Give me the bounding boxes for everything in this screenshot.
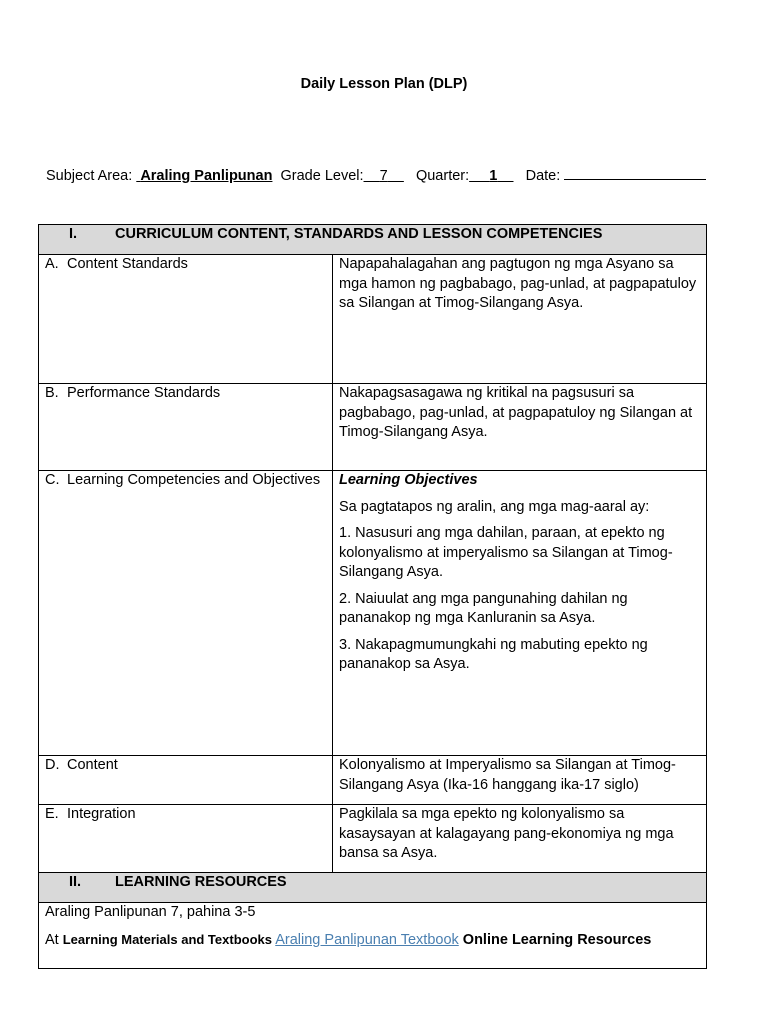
- row-text: Kolonyalismo at Imperyalismo sa Silangan at Timog-Silangang Asya (Ika-16 hanggang ika-17 siglo): [339, 757, 676, 793]
- row-label: Learning Competencies and Objectives: [67, 472, 321, 488]
- textbook-link[interactable]: Araling Panlipunan Textbook: [275, 931, 459, 948]
- row-label: Content Standards: [67, 256, 188, 272]
- subject-value: Araling Panlipunan: [140, 168, 273, 184]
- quarter-value: 1: [489, 168, 498, 184]
- resource-line1: Araling Panlipunan 7, pahina 3-5: [45, 904, 256, 920]
- row-content-standards: [39, 255, 707, 384]
- section2-number: II.: [69, 874, 82, 890]
- section1-number: I.: [69, 226, 78, 242]
- section1-header: [39, 225, 707, 255]
- section2-header: [39, 873, 707, 903]
- objective-item: 1. Nasusuri ang mga dahilan, paraan, at epekto ng kolonyalismo at imperyalismo sa Silangan at Timog-Silangang Asya.: [339, 525, 673, 580]
- objectives-heading: Learning Objectives: [339, 472, 478, 488]
- section1-title: CURRICULUM CONTENT, STANDARDS AND LESSON COMPETENCIES: [115, 226, 603, 242]
- row-text: Pagkilala sa mga epekto ng kolonyalismo sa kasaysayan at kalagayang pang-ekonomiya ng mga bansa sa Asya.: [339, 806, 674, 861]
- row-text: Nakapagsasagawa ng kritikal na pagsusuri sa pagbabago, pag-unlad, at pagpapatuloy ng Silangan at Timog-Silangang Asya.: [339, 385, 693, 440]
- quarter-label: Quarter:: [415, 168, 470, 184]
- date-blank: [564, 165, 706, 180]
- resource-online: Online Learning Resources: [462, 931, 652, 948]
- resource-prefix: At: [45, 931, 59, 948]
- row-text: Napapahalagahan ang pagtugon ng mga Asyano sa mga hamon ng pagbabago, pag-unlad, at pagpapatuloy sa Silangan at Timog-Silangang Asya.: [339, 256, 697, 311]
- row-label: Content: [67, 757, 118, 773]
- objectives-intro: Sa pagtatapos ng aralin, ang mga mag-aaral ay:: [339, 498, 650, 515]
- row-integration: [39, 805, 707, 873]
- section2-title: LEARNING RESOURCES: [115, 874, 287, 890]
- date-label: Date:: [525, 168, 561, 184]
- subject-label: Subject Area:: [46, 168, 133, 184]
- resource-line2: [45, 930, 700, 951]
- row-label: Performance Standards: [67, 385, 221, 401]
- row-letter: D.: [45, 757, 60, 773]
- row-letter: B.: [45, 385, 59, 401]
- lesson-plan-table: [38, 224, 707, 969]
- row-letter: E.: [45, 806, 59, 822]
- objective-item: 2. Naiuulat ang mga pangunahing dahilan ng pananakop ng mga Kanluranin sa Asya.: [339, 590, 628, 626]
- resource-materials: Learning Materials and Textbooks: [62, 931, 272, 947]
- row-letter: A.: [45, 256, 59, 272]
- document-title: Daily Lesson Plan (DLP): [300, 76, 468, 92]
- row-label: Integration: [67, 806, 136, 822]
- meta-line: [46, 165, 706, 184]
- grade-label: Grade Level:: [280, 168, 364, 184]
- row-resources: [39, 903, 707, 969]
- row-content: [39, 756, 707, 805]
- row-letter: C.: [45, 472, 60, 488]
- row-performance-standards: [39, 384, 707, 471]
- grade-value: 7: [379, 168, 388, 184]
- objective-item: 3. Nakapagmumungkahi ng mabuting epekto ng pananakop sa Asya.: [339, 636, 648, 672]
- row-learning-competencies: [39, 471, 707, 756]
